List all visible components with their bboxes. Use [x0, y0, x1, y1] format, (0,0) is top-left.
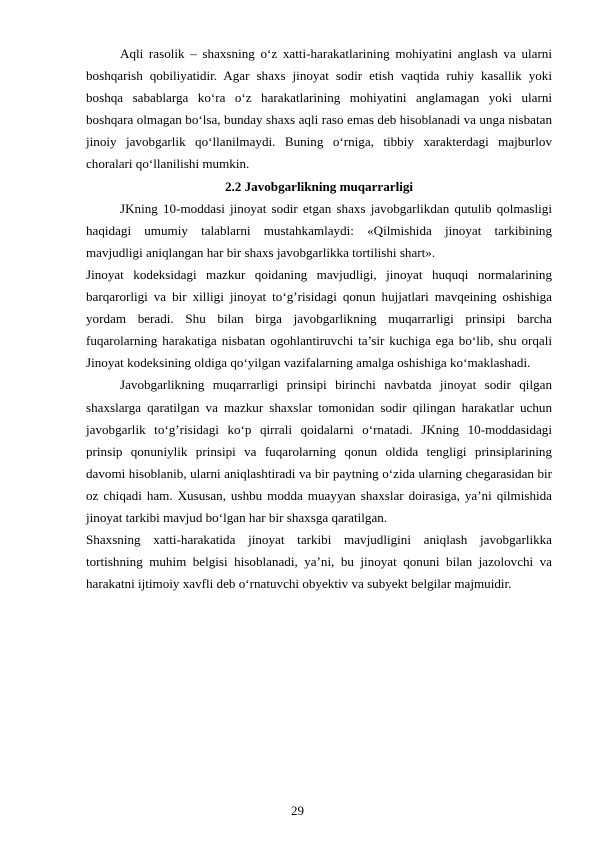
page-number: 29 [291, 803, 304, 818]
paragraph-javobgarlik-prinsipi: Javobgarlikning muqarrarligi prinsipi birinchi navbatda jinoyat sodir qilgan shaxslarga qaratilgan va mazkur shaxslar tomonidan sodir qilingan harakatlar uchun javobgarlik to‘g’risidagi ko‘p qirrali qoidalarni o‘rnatadi. JKning 10-moddasidagi prinsip qonuniylik prinsipi va fuqarolarning qonun oldida tengligi prinsiplarining davomi hisoblanib, ularni aniqlashtiradi va bir paytning o‘zida ularning chegarasidan bir oz chiqadi ham. Xususan, ushbu modda muayyan shaxslar doirasiga, ya’ni qilmishida jinoyat tarkibi mavjud bo‘lgan har bir shaxsga qaratilgan. [86, 377, 552, 525]
paragraph-jk-10-moddasi: JKning 10-moddasi jinoyat sodir etgan shaxs javobgarlikdan qutulib qolmasligi haqidagi umumiy talablarni mustahkamlaydi: «Qilmishida jinoyat tarkibining mavjudligi aniqlangan har bir shaxs javobgarlikka tortilishi shart». [86, 200, 552, 260]
paragraph-jinoyat-kodeksidagi: Jinoyat kodeksidagi mazkur qoidaning mavjudligi, jinoyat huquqi normalarining barqarorligi va bir xilligi jinoyat to‘g’risidagi qonun hujjatlari mavqeining oshishiga yordam beradi. Shu bilan birga javobgarlikning muqarrarligi prinsipi barcha fuqarolarning harakatiga nisbatan ogohlantiruvchi ta’sir kuchiga ega bo‘lib, shu orqali Jinoyat kodeksining oldiga qo‘yilgan vazifalarning amalga oshishiga ko‘maklashadi. [86, 266, 552, 371]
document-body [86, 43, 552, 595]
paragraph-shaxsning-xatti-harakati: Shaxsning xatti-harakatida jinoyat tarkibi mavjudligini aniqlash javobgarlikka tortishning muhim belgisi hisoblanadi, ya’ni, bu jinoyat qonuni bilan jazolovchi va harakatni ijtimoiy xavfli deb o‘rnatuvchi obyektiv va subyekt belgilar majmuidir. [86, 532, 552, 592]
section-heading: 2.2 Javobgarlikning muqarrarligi [224, 178, 414, 194]
paragraph-aqli-rasolik: Aqli rasolik – shaxsning o‘z xatti-harakatlarining mohiyatini anglash va ularni boshqarish qobiliyatidir. Agar shaxs jinoyat sodir etish vaqtida ruhiy kasallik yoki boshqa sabablarga ko‘ra o‘z harakatlarining mohiyatini anglamagan yoki ularni boshqara olmagan bo‘lsa, bunday shaxs aqli raso emas deb hisoblanadi va unga nisbatan jinoiy javobgarlik qo‘llanilmaydi. Buning o‘rniga, tibbiy xarakterdagi majburlov choralari qo‘llanilishi mumkin. [86, 46, 552, 172]
